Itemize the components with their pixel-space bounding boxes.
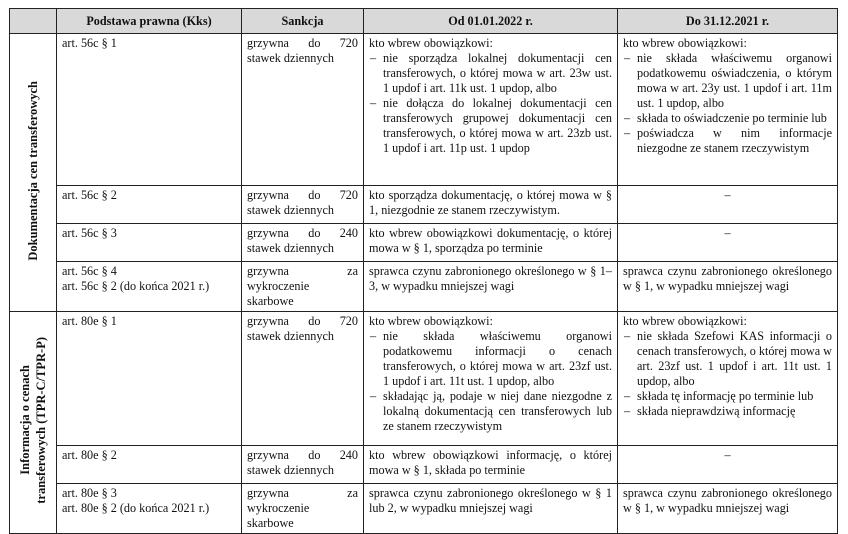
- list-item: – nie składa właściwemu organowi podatkowemu informacji o cenach transferowych, o której mowa w art. 23zf ust. 1 updof i art. 11t ust. 1 updop, albo: [369, 329, 612, 389]
- header-corner: [10, 9, 57, 34]
- sanction-cell: grzywna za wykroczenie skarbowe: [242, 262, 364, 312]
- sanction-cell: grzywna do 240 stawek dziennych: [242, 446, 364, 484]
- legal-basis-cell: art. 56c § 4 art. 56c § 2 (do końca 2021 r.): [57, 262, 242, 312]
- legal-basis-cell: art. 80e § 1: [57, 312, 242, 446]
- sanction-cell: grzywna do 240 stawek dziennych: [242, 224, 364, 262]
- new-rule-cell: kto wbrew obowiązkowi informację, o której mowa w § 1, składa po terminie: [364, 446, 618, 484]
- new-rule-list: [369, 329, 612, 434]
- legal-basis-cell: art. 80e § 3 art. 80e § 2 (do końca 2021 r.): [57, 484, 242, 534]
- list-item: – nie składa Szefowi KAS informacji o cenach transferowych, o której mowa w art. 23zf ust. 1 updof i art. 11t ust. 1 updop, albo: [623, 329, 832, 389]
- old-rule-cell: –: [618, 446, 838, 484]
- legal-basis-cell: art. 56c § 2: [57, 186, 242, 224]
- group-label: Dokumentacja cen transferowych: [26, 80, 40, 261]
- old-rule-intro: kto wbrew obowiązkowi:: [623, 36, 747, 50]
- list-item: – nie dołącza do lokalnej dokumentacji cen transferowych grupowej dokumentacji cen transferowych, o której mowa w art. 23zb ust. 1 updof i art. 11p ust. 1 updop: [369, 96, 612, 156]
- old-rule-cell: [618, 34, 838, 186]
- old-rule-cell: sprawca czynu zabronionego określonego w § 1, w wypadku mniejszej wagi: [618, 484, 838, 534]
- new-rule-list: [369, 51, 612, 156]
- old-rule-cell: –: [618, 186, 838, 224]
- list-item: – nie sporządza lokalnej dokumentacji cen transferowych, o której mowa w art. 23w ust. 1 updof i art. 11k ust. 1 updop, albo: [369, 51, 612, 96]
- legal-basis-cell: art. 56c § 1: [57, 34, 242, 186]
- new-rule-cell: sprawca czynu zabronionego określonego w § 1–3, w wypadku mniejszej wagi: [364, 262, 618, 312]
- header-legal-basis: Podstawa prawna (Kks): [57, 9, 242, 34]
- new-rule-cell: kto wbrew obowiązkowi dokumentację, o której mowa w § 1, sporządza po terminie: [364, 224, 618, 262]
- header-sanction: Sankcja: [242, 9, 364, 34]
- header-row: [10, 9, 838, 34]
- table-row: [10, 446, 838, 484]
- old-rule-intro: kto wbrew obowiązkowi:: [623, 314, 747, 328]
- header-from-2022: Od 01.01.2022 r.: [364, 9, 618, 34]
- legal-basis-cell: art. 56c § 3: [57, 224, 242, 262]
- old-rule-list: [623, 51, 832, 156]
- new-rule-cell: sprawca czynu zabronionego określonego w § 1 lub 2, w wypadku mniejszej wagi: [364, 484, 618, 534]
- sanction-cell: grzywna do 720 stawek dziennych: [242, 186, 364, 224]
- sanction-cell: grzywna do 720 stawek dziennych: [242, 312, 364, 446]
- table-row: [10, 484, 838, 534]
- list-item: – poświadcza w nim informacje niezgodne ze stanem rzeczywistym: [623, 126, 832, 156]
- new-rule-intro: kto wbrew obowiązkowi:: [369, 36, 493, 50]
- old-rule-cell: sprawca czynu zabronionego określonego w § 1, w wypadku mniejszej wagi: [618, 262, 838, 312]
- sanction-cell: grzywna do 720 stawek dziennych: [242, 34, 364, 186]
- sanctions-table: [9, 8, 838, 534]
- list-item: – składa nieprawdziwą informację: [623, 404, 832, 419]
- new-rule-intro: kto wbrew obowiązkowi:: [369, 314, 493, 328]
- table-row: [10, 224, 838, 262]
- list-item: – nie składa właściwemu organowi podatkowemu oświadczenia, o którym mowa w art. 23y ust. 1 updof i art. 11m ust. 1 updop, albo: [623, 51, 832, 111]
- list-item: – składa to oświadczenie po terminie lub: [623, 111, 832, 126]
- new-rule-cell: [364, 34, 618, 186]
- sanction-cell: grzywna za wykroczenie skarbowe: [242, 484, 364, 534]
- table-row: [10, 262, 838, 312]
- group-label: Informacja o cenach transferowych (TPR-C/TPR-P): [18, 337, 48, 504]
- list-item: – składa tę informację po terminie lub: [623, 389, 832, 404]
- table-row: [10, 34, 838, 186]
- list-item: – składając ją, podaje w niej dane niezgodne z lokalną dokumentacją cen transferowych lub ze stanem rzeczywistym: [369, 389, 612, 434]
- group-label-cell: [10, 34, 57, 312]
- group-label-cell: [10, 312, 57, 534]
- legal-basis-cell: art. 80e § 2: [57, 446, 242, 484]
- old-rule-list: [623, 329, 832, 419]
- old-rule-cell: –: [618, 224, 838, 262]
- old-rule-cell: [618, 312, 838, 446]
- header-until-2021: Do 31.12.2021 r.: [618, 9, 838, 34]
- table-row: [10, 312, 838, 446]
- new-rule-cell: kto sporządza dokumentację, o której mowa w § 1, niezgodnie ze stanem rzeczywistym.: [364, 186, 618, 224]
- table-row: [10, 186, 838, 224]
- new-rule-cell: [364, 312, 618, 446]
